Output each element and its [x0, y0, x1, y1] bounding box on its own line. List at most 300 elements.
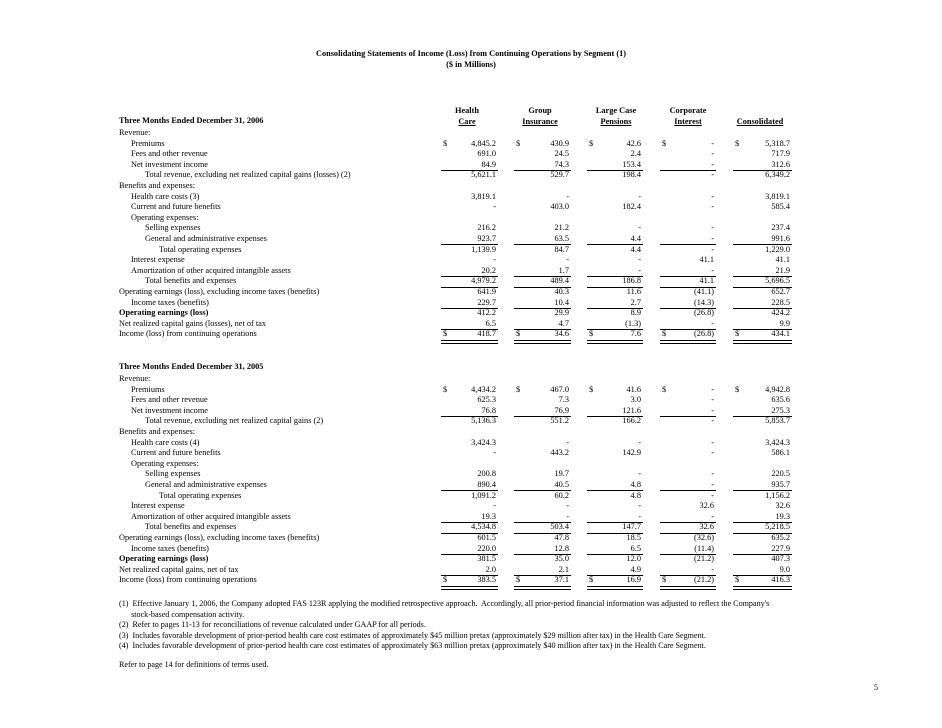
dollar-sign: $ — [443, 575, 448, 585]
value-cell: 416.3 — [771, 575, 790, 585]
value-cell: 503.4 — [550, 522, 569, 532]
value-cell: 40.3 — [554, 287, 569, 296]
value-cell: - — [638, 469, 641, 479]
value-cell: - — [711, 405, 714, 415]
footnote: (1) Effective January 1, 2006, the Company adopted FAS 123R applying the modified retrospective approach. Accordingly, all prior-period financial information was adjusted to reflect the Company's — [119, 599, 770, 608]
value-cell: 47.8 — [554, 533, 569, 542]
value-cell: 412.2 — [477, 308, 496, 318]
value-cell: 2.4 — [630, 149, 641, 159]
column-header-line1: Large Case — [595, 106, 637, 115]
value-cell: 41.1 — [775, 255, 790, 265]
row-label: Interest expense — [131, 501, 185, 511]
value-cell: 3,819.1 — [471, 191, 496, 201]
row-label: Operating earnings (loss), excluding income taxes (benefits) — [119, 287, 320, 296]
value-cell: - — [711, 564, 714, 574]
column-header-line2: Pensions — [600, 117, 632, 126]
row-label: Premiums — [131, 384, 165, 394]
value-cell: 121.6 — [622, 405, 641, 415]
table-row — [0, 192, 942, 203]
value-cell: 4.9 — [630, 564, 641, 574]
table-row — [0, 416, 942, 427]
value-cell: 2.0 — [485, 564, 496, 574]
value-cell: 434.1 — [771, 329, 790, 339]
value-cell: 32.6 — [699, 522, 714, 532]
table-row — [0, 202, 942, 213]
total-double-rule — [441, 586, 498, 590]
value-cell: 9.9 — [779, 318, 790, 328]
table-row — [0, 522, 942, 533]
table-row — [0, 575, 942, 586]
column-header-line1: Health — [455, 106, 479, 115]
row-label: Operating earnings (loss) — [119, 554, 209, 564]
value-cell: 4,845.2 — [471, 138, 496, 148]
value-cell: 182.4 — [622, 202, 641, 212]
value-cell: - — [638, 437, 641, 447]
row-label: Total operating expenses — [159, 490, 242, 500]
value-cell: 41.1 — [699, 276, 714, 286]
table-row — [0, 139, 942, 150]
value-cell: 4.4 — [630, 234, 641, 243]
value-cell: - — [493, 501, 496, 511]
value-cell: 5,136.3 — [471, 416, 496, 426]
value-cell: 1,229.0 — [765, 244, 790, 254]
value-cell: - — [711, 448, 714, 458]
value-cell: 142.9 — [622, 448, 641, 458]
value-cell: 32.6 — [699, 501, 714, 511]
value-cell: 228.5 — [771, 297, 790, 307]
value-cell: 4.7 — [558, 318, 569, 328]
value-cell: 35.0 — [554, 554, 569, 564]
column-header-line1: Corporate — [669, 106, 707, 115]
row-label: Operating earnings (loss), excluding income taxes (benefits) — [119, 533, 320, 542]
dollar-sign: $ — [516, 138, 521, 148]
value-cell: 227.9 — [771, 543, 790, 553]
value-cell: 63.5 — [554, 234, 569, 243]
table-row — [0, 234, 942, 245]
value-cell: 74.3 — [554, 159, 569, 169]
table-row — [0, 149, 942, 160]
value-cell: 652.7 — [771, 287, 790, 296]
value-cell: - — [711, 223, 714, 233]
row-label: Selling expenses — [145, 469, 201, 479]
value-cell: 641.9 — [477, 287, 496, 296]
total-double-rule — [587, 586, 643, 590]
dollar-sign: $ — [735, 384, 740, 394]
row-label: Total revenue, excluding net realized capital gains (losses) (2) — [145, 170, 351, 180]
value-cell: - — [566, 511, 569, 521]
report-subtitle: ($ in Millions) — [446, 60, 496, 69]
value-cell: 5,696.5 — [765, 276, 790, 286]
value-cell: 923.7 — [477, 234, 496, 243]
value-cell: 585.4 — [771, 202, 790, 212]
value-cell: 635.2 — [771, 533, 790, 542]
value-cell: 717.9 — [771, 149, 790, 159]
total-double-rule — [733, 340, 792, 344]
table-row — [0, 448, 942, 459]
table-row — [0, 276, 942, 287]
value-cell: 418.7 — [477, 329, 496, 339]
value-cell: 20.2 — [481, 265, 496, 275]
value-cell: 601.5 — [477, 533, 496, 542]
value-cell: 4.8 — [630, 480, 641, 489]
footnote: (3) Includes favorable development of prior-period health care cost estimates of approximately $45 million pretax (approximately $29 million after tax) in the Health Care Segment. — [119, 630, 706, 640]
row-label: General and administrative expenses — [145, 480, 267, 489]
table-row — [0, 554, 942, 565]
total-double-rule — [660, 586, 716, 590]
value-cell: 41.6 — [626, 384, 641, 394]
column-header-line2: Care — [458, 117, 476, 126]
value-cell: 1.7 — [558, 265, 569, 275]
value-cell: 275.3 — [771, 405, 790, 415]
row-label: Total operating expenses — [159, 244, 242, 254]
value-cell: 2.7 — [630, 297, 641, 307]
row-label: Current and future benefits — [131, 202, 221, 212]
table-row — [0, 308, 942, 319]
total-double-rule — [514, 340, 571, 344]
value-cell: 381.5 — [477, 554, 496, 564]
definitions-note: Refer to page 14 for definitions of terms used. — [119, 660, 269, 669]
value-cell: 84.7 — [554, 244, 569, 254]
value-cell: 6.5 — [630, 543, 641, 553]
value-cell: - — [711, 265, 714, 275]
value-cell: 403.0 — [550, 202, 569, 212]
section-heading: Three Months Ended December 31, 2005 — [119, 362, 264, 371]
table-row — [0, 459, 942, 470]
table-row — [0, 501, 942, 512]
total-double-rule — [514, 586, 571, 590]
value-cell: 407.3 — [771, 554, 790, 564]
value-cell: 40.5 — [554, 480, 569, 489]
table-row — [0, 469, 942, 480]
value-cell: (21.2) — [693, 554, 714, 564]
row-label: Amortization of other acquired intangible assets — [131, 265, 291, 275]
value-cell: 29.9 — [554, 308, 569, 318]
column-header-line2: Consolidated — [736, 117, 784, 126]
dollar-sign: $ — [443, 138, 448, 148]
total-double-rule — [441, 340, 498, 344]
value-cell: 443.2 — [550, 448, 569, 458]
value-cell: - — [566, 437, 569, 447]
value-cell: 489.4 — [550, 276, 569, 286]
dollar-sign: $ — [589, 138, 594, 148]
row-label: Net investment income — [131, 405, 208, 415]
table-row — [0, 374, 942, 385]
value-cell: 147.7 — [622, 522, 641, 532]
value-cell: - — [493, 202, 496, 212]
row-label: Current and future benefits — [131, 448, 221, 458]
value-cell: - — [638, 501, 641, 511]
value-cell: 1,139.9 — [471, 244, 496, 254]
table-row — [0, 170, 942, 181]
table-row — [0, 213, 942, 224]
value-cell: - — [711, 511, 714, 521]
value-cell: - — [711, 170, 714, 180]
value-cell: 3,819.1 — [765, 191, 790, 201]
value-cell: 34.6 — [554, 329, 569, 339]
value-cell: 220.5 — [771, 469, 790, 479]
value-cell: (32.6) — [693, 533, 714, 542]
value-cell: 216.2 — [477, 223, 496, 233]
table-row — [0, 544, 942, 555]
value-cell: - — [638, 511, 641, 521]
value-cell: - — [711, 234, 714, 243]
value-cell: 237.4 — [771, 223, 790, 233]
value-cell: 625.3 — [477, 395, 496, 405]
value-cell: - — [711, 395, 714, 405]
value-cell: - — [711, 149, 714, 159]
value-cell: - — [711, 159, 714, 169]
value-cell: - — [711, 318, 714, 328]
value-cell: 4.4 — [630, 244, 641, 254]
report-title: Consolidating Statements of Income (Loss) from Continuing Operations by Segment (1) — [315, 49, 627, 58]
value-cell: 84.9 — [481, 159, 496, 169]
dollar-sign: $ — [735, 575, 740, 585]
value-cell: 3.0 — [630, 395, 641, 405]
table-row — [0, 438, 942, 449]
row-label: Revenue: — [119, 374, 151, 383]
value-cell: 21.2 — [554, 223, 569, 233]
table-row — [0, 245, 942, 256]
value-cell: 529.7 — [550, 170, 569, 180]
value-cell: - — [566, 501, 569, 511]
row-label: Income taxes (benefits) — [131, 297, 209, 307]
row-label: Revenue: — [119, 128, 151, 137]
value-cell: (26.8) — [693, 308, 714, 318]
dollar-sign: $ — [443, 329, 448, 339]
footnote: (4) Includes favorable development of prior-period health care cost estimates of approximately $63 million pretax (approximately $40 million after tax) in the Health Care Segment. — [119, 641, 706, 651]
dollar-sign: $ — [516, 384, 521, 394]
total-double-rule — [733, 586, 792, 590]
row-label: Selling expenses — [145, 223, 201, 233]
value-cell: 76.9 — [554, 405, 569, 415]
table-row — [0, 298, 942, 309]
value-cell: 467.0 — [550, 384, 569, 394]
value-cell: 424.2 — [771, 308, 790, 318]
value-cell: - — [638, 255, 641, 265]
value-cell: 166.2 — [622, 416, 641, 426]
value-cell: 229.7 — [477, 297, 496, 307]
value-cell: 383.5 — [477, 575, 496, 585]
value-cell: 1,091.2 — [471, 490, 496, 500]
row-label: Benefits and expenses: — [119, 427, 196, 436]
value-cell: 5,218.5 — [765, 522, 790, 532]
value-cell: 153.4 — [622, 159, 641, 169]
dollar-sign: $ — [662, 575, 667, 585]
value-cell: 312.6 — [771, 159, 790, 169]
table-row — [0, 266, 942, 277]
value-cell: 19.3 — [775, 511, 790, 521]
value-cell: - — [711, 437, 714, 447]
value-cell: - — [711, 469, 714, 479]
row-label: Fees and other revenue — [131, 395, 208, 405]
dollar-sign: $ — [516, 329, 521, 339]
row-label: Income taxes (benefits) — [131, 543, 209, 553]
value-cell: - — [638, 191, 641, 201]
row-label: Fees and other revenue — [131, 149, 208, 159]
value-cell: 2.1 — [558, 564, 569, 574]
row-label: Operating earnings (loss) — [119, 308, 209, 318]
value-cell: 7.6 — [630, 329, 641, 339]
dollar-sign: $ — [662, 329, 667, 339]
dollar-sign: $ — [589, 329, 594, 339]
value-cell: 200.8 — [477, 469, 496, 479]
value-cell: 5,318.7 — [765, 138, 790, 148]
value-cell: 12.0 — [626, 554, 641, 564]
table-row — [0, 395, 942, 406]
value-cell: 991.6 — [771, 234, 790, 243]
row-label: Amortization of other acquired intangible assets — [131, 511, 291, 521]
row-label: Health care costs (3) — [131, 191, 200, 201]
table-row — [0, 319, 942, 330]
value-cell: 37.1 — [554, 575, 569, 585]
table-row — [0, 533, 942, 544]
value-cell: 8.9 — [630, 308, 641, 318]
total-double-rule — [660, 340, 716, 344]
column-header-line2: Insurance — [522, 117, 558, 126]
value-cell: - — [566, 191, 569, 201]
row-label: Interest expense — [131, 255, 185, 265]
value-cell: 198.4 — [622, 170, 641, 180]
value-cell: 220.0 — [477, 543, 496, 553]
value-cell: 4,979.2 — [471, 276, 496, 286]
value-cell: 21.9 — [775, 265, 790, 275]
table-row — [0, 223, 942, 234]
value-cell: 76.8 — [481, 405, 496, 415]
value-cell: - — [493, 448, 496, 458]
value-cell: 42.6 — [626, 138, 641, 148]
value-cell: - — [711, 490, 714, 500]
table-row — [0, 160, 942, 171]
value-cell: 41.1 — [699, 255, 714, 265]
row-label: Income (loss) from continuing operations — [119, 329, 257, 339]
dollar-sign: $ — [662, 384, 667, 394]
value-cell: 19.7 — [554, 469, 569, 479]
value-cell: 12.8 — [554, 543, 569, 553]
value-cell: (21.2) — [693, 575, 714, 585]
table-row — [0, 491, 942, 502]
value-cell: 186.8 — [622, 276, 641, 286]
table-row — [0, 385, 942, 396]
row-label: Net investment income — [131, 159, 208, 169]
table-row — [0, 406, 942, 417]
footnote: stock-based compensation activity. — [119, 609, 245, 619]
value-cell: (14.3) — [693, 297, 714, 307]
value-cell: 430.9 — [550, 138, 569, 148]
value-cell: - — [711, 384, 714, 394]
row-label: Operating expenses: — [131, 212, 199, 222]
row-label: Total revenue, excluding net realized capital gains (2) — [145, 416, 324, 426]
value-cell: (11.4) — [694, 543, 714, 553]
row-label: Total benefits and expenses — [145, 522, 237, 532]
value-cell: 11.6 — [626, 287, 641, 296]
row-label: Operating expenses: — [131, 458, 199, 468]
value-cell: 4.8 — [630, 490, 641, 500]
value-cell: 586.1 — [771, 448, 790, 458]
value-cell: 9.0 — [779, 564, 790, 574]
row-label: Net realized capital gains, net of tax — [119, 564, 239, 574]
value-cell: 32.6 — [775, 501, 790, 511]
value-cell: (1.3) — [625, 318, 641, 328]
value-cell: 7.3 — [558, 395, 569, 405]
dollar-sign: $ — [589, 384, 594, 394]
footnote: (2) Refer to pages 11-13 for reconciliations of revenue calculated under GAAP for all periods. — [119, 620, 426, 630]
value-cell: - — [711, 480, 714, 489]
dollar-sign: $ — [735, 329, 740, 339]
dollar-sign: $ — [516, 575, 521, 585]
value-cell: 18.5 — [626, 533, 641, 542]
section-heading: Three Months Ended December 31, 2006 — [119, 116, 264, 125]
row-label: Benefits and expenses: — [119, 181, 196, 190]
value-cell: 24.5 — [554, 149, 569, 159]
table-row — [0, 480, 942, 491]
value-cell: - — [711, 202, 714, 212]
value-cell: 6,349.2 — [765, 170, 790, 180]
total-double-rule — [587, 340, 643, 344]
column-header-line2: Interest — [674, 117, 702, 126]
table-row — [0, 181, 942, 192]
table-row — [0, 512, 942, 523]
value-cell: 551.2 — [550, 416, 569, 426]
dollar-sign: $ — [443, 384, 448, 394]
value-cell: 5,621.1 — [471, 170, 496, 180]
value-cell: 635.6 — [771, 395, 790, 405]
value-cell: 19.3 — [481, 511, 496, 521]
column-header-line1: Group — [528, 106, 552, 115]
value-cell: - — [566, 255, 569, 265]
value-cell: - — [711, 138, 714, 148]
value-cell: - — [711, 191, 714, 201]
value-cell: - — [638, 223, 641, 233]
value-cell: - — [711, 416, 714, 426]
value-cell: - — [711, 244, 714, 254]
row-label: Net realized capital gains (losses), net of tax — [119, 318, 266, 328]
dollar-sign: $ — [589, 575, 594, 585]
value-cell: 890.4 — [477, 480, 496, 489]
table-row — [0, 565, 942, 576]
table-row — [0, 255, 942, 266]
page-number: 5 — [873, 683, 878, 692]
row-label: Premiums — [131, 138, 165, 148]
value-cell: 3,424.3 — [471, 437, 496, 447]
value-cell: 4,434.2 — [471, 384, 496, 394]
row-label: Health care costs (4) — [131, 437, 200, 447]
dollar-sign: $ — [735, 138, 740, 148]
value-cell: (41.1) — [693, 287, 714, 296]
value-cell: 3,424.3 — [765, 437, 790, 447]
value-cell: 16.9 — [626, 575, 641, 585]
table-row — [0, 128, 942, 139]
value-cell: 691.0 — [477, 149, 496, 159]
value-cell: 6.5 — [485, 318, 496, 328]
row-label: Total benefits and expenses — [145, 276, 237, 286]
value-cell: 4,942.8 — [765, 384, 790, 394]
value-cell: 60.2 — [554, 490, 569, 500]
value-cell: 5,853.7 — [765, 416, 790, 426]
value-cell: (26.8) — [693, 329, 714, 339]
value-cell: 4,534.8 — [471, 522, 496, 532]
dollar-sign: $ — [662, 138, 667, 148]
value-cell: 1,156.2 — [765, 490, 790, 500]
table-row — [0, 329, 942, 340]
row-label: Income (loss) from continuing operations — [119, 575, 257, 585]
value-cell: 10.4 — [554, 297, 569, 307]
value-cell: - — [638, 265, 641, 275]
table-row — [0, 287, 942, 298]
value-cell: 935.7 — [771, 480, 790, 489]
table-row — [0, 427, 942, 438]
row-label: General and administrative expenses — [145, 234, 267, 243]
value-cell: - — [493, 255, 496, 265]
